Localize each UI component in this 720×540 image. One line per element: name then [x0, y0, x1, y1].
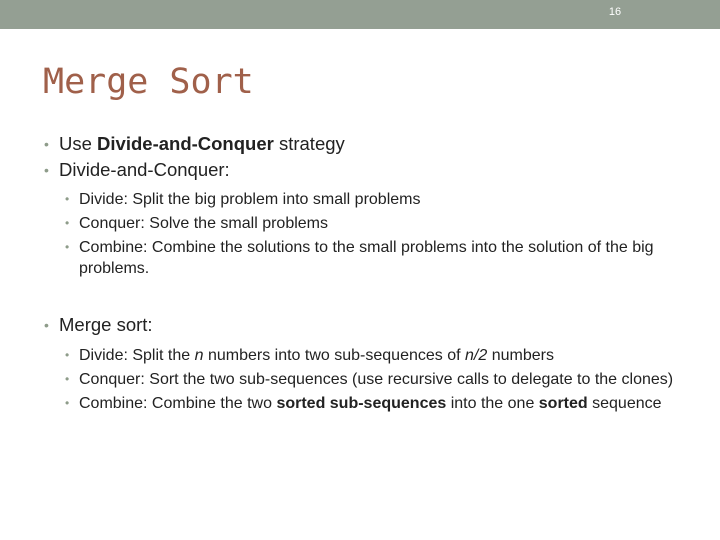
bullet-dot: • [65, 216, 70, 230]
bullet-text: Conquer: Solve the small problems [79, 215, 329, 232]
bullet-text: Divide: Split the big problem into small problems [79, 191, 421, 208]
bullet-dot: • [44, 136, 49, 152]
merge-sort-sublist [44, 345, 694, 414]
sub-bullet-conquer [44, 213, 694, 234]
bullet-dot: • [65, 372, 70, 386]
dac-sublist [44, 189, 694, 279]
bullet-text: strategy [273, 133, 345, 154]
bullet-text: numbers into two sub-sequences of [203, 347, 465, 364]
slide-content [44, 131, 694, 414]
bullet-dot: • [65, 348, 70, 362]
bullet-text: Divide: Split the [79, 347, 195, 364]
bullet-italic: n [194, 347, 204, 364]
sub-bullet-ms-combine [44, 393, 694, 414]
bullet-text: into the one [446, 395, 539, 412]
bullet-text: Use [59, 133, 98, 154]
sub-bullet-ms-divide [44, 345, 694, 366]
bullet-text: Merge sort: [59, 314, 153, 335]
bullet-merge-sort [44, 312, 694, 338]
sub-bullet-divide [44, 189, 694, 210]
bullet-bold: sorted sub-sequences [276, 395, 447, 412]
bullet-text: Combine: Combine the two [79, 395, 277, 412]
bullet-text: numbers [487, 347, 554, 364]
bullet-text: Conquer: Sort the two sub-sequences (use recursive calls to delegate to the clones) [79, 371, 674, 388]
bullet-use-dac [44, 131, 694, 157]
top-bar [0, 0, 720, 29]
bullet-dot: • [44, 162, 49, 178]
bullet-text: Divide-and-Conquer: [59, 159, 230, 180]
bullet-dot: • [65, 396, 70, 410]
bullet-dac [44, 157, 694, 183]
bullet-italic: n/2 [465, 347, 488, 364]
sub-bullet-ms-conquer [44, 369, 694, 390]
bullet-bold: sorted [538, 395, 588, 412]
slide-number: 16 [608, 6, 622, 18]
bullet-dot: • [44, 317, 49, 333]
bullet-dot: • [65, 240, 70, 254]
sub-bullet-combine [44, 237, 694, 279]
bullet-bold: Divide-and-Conquer [97, 133, 274, 154]
bullet-text: Combine: Combine the solutions to the small problems into the solution of the big problems. [79, 239, 654, 277]
bullet-dot: • [65, 192, 70, 206]
slide-title: Merge Sort [43, 62, 254, 102]
bullet-text: sequence [587, 395, 662, 412]
